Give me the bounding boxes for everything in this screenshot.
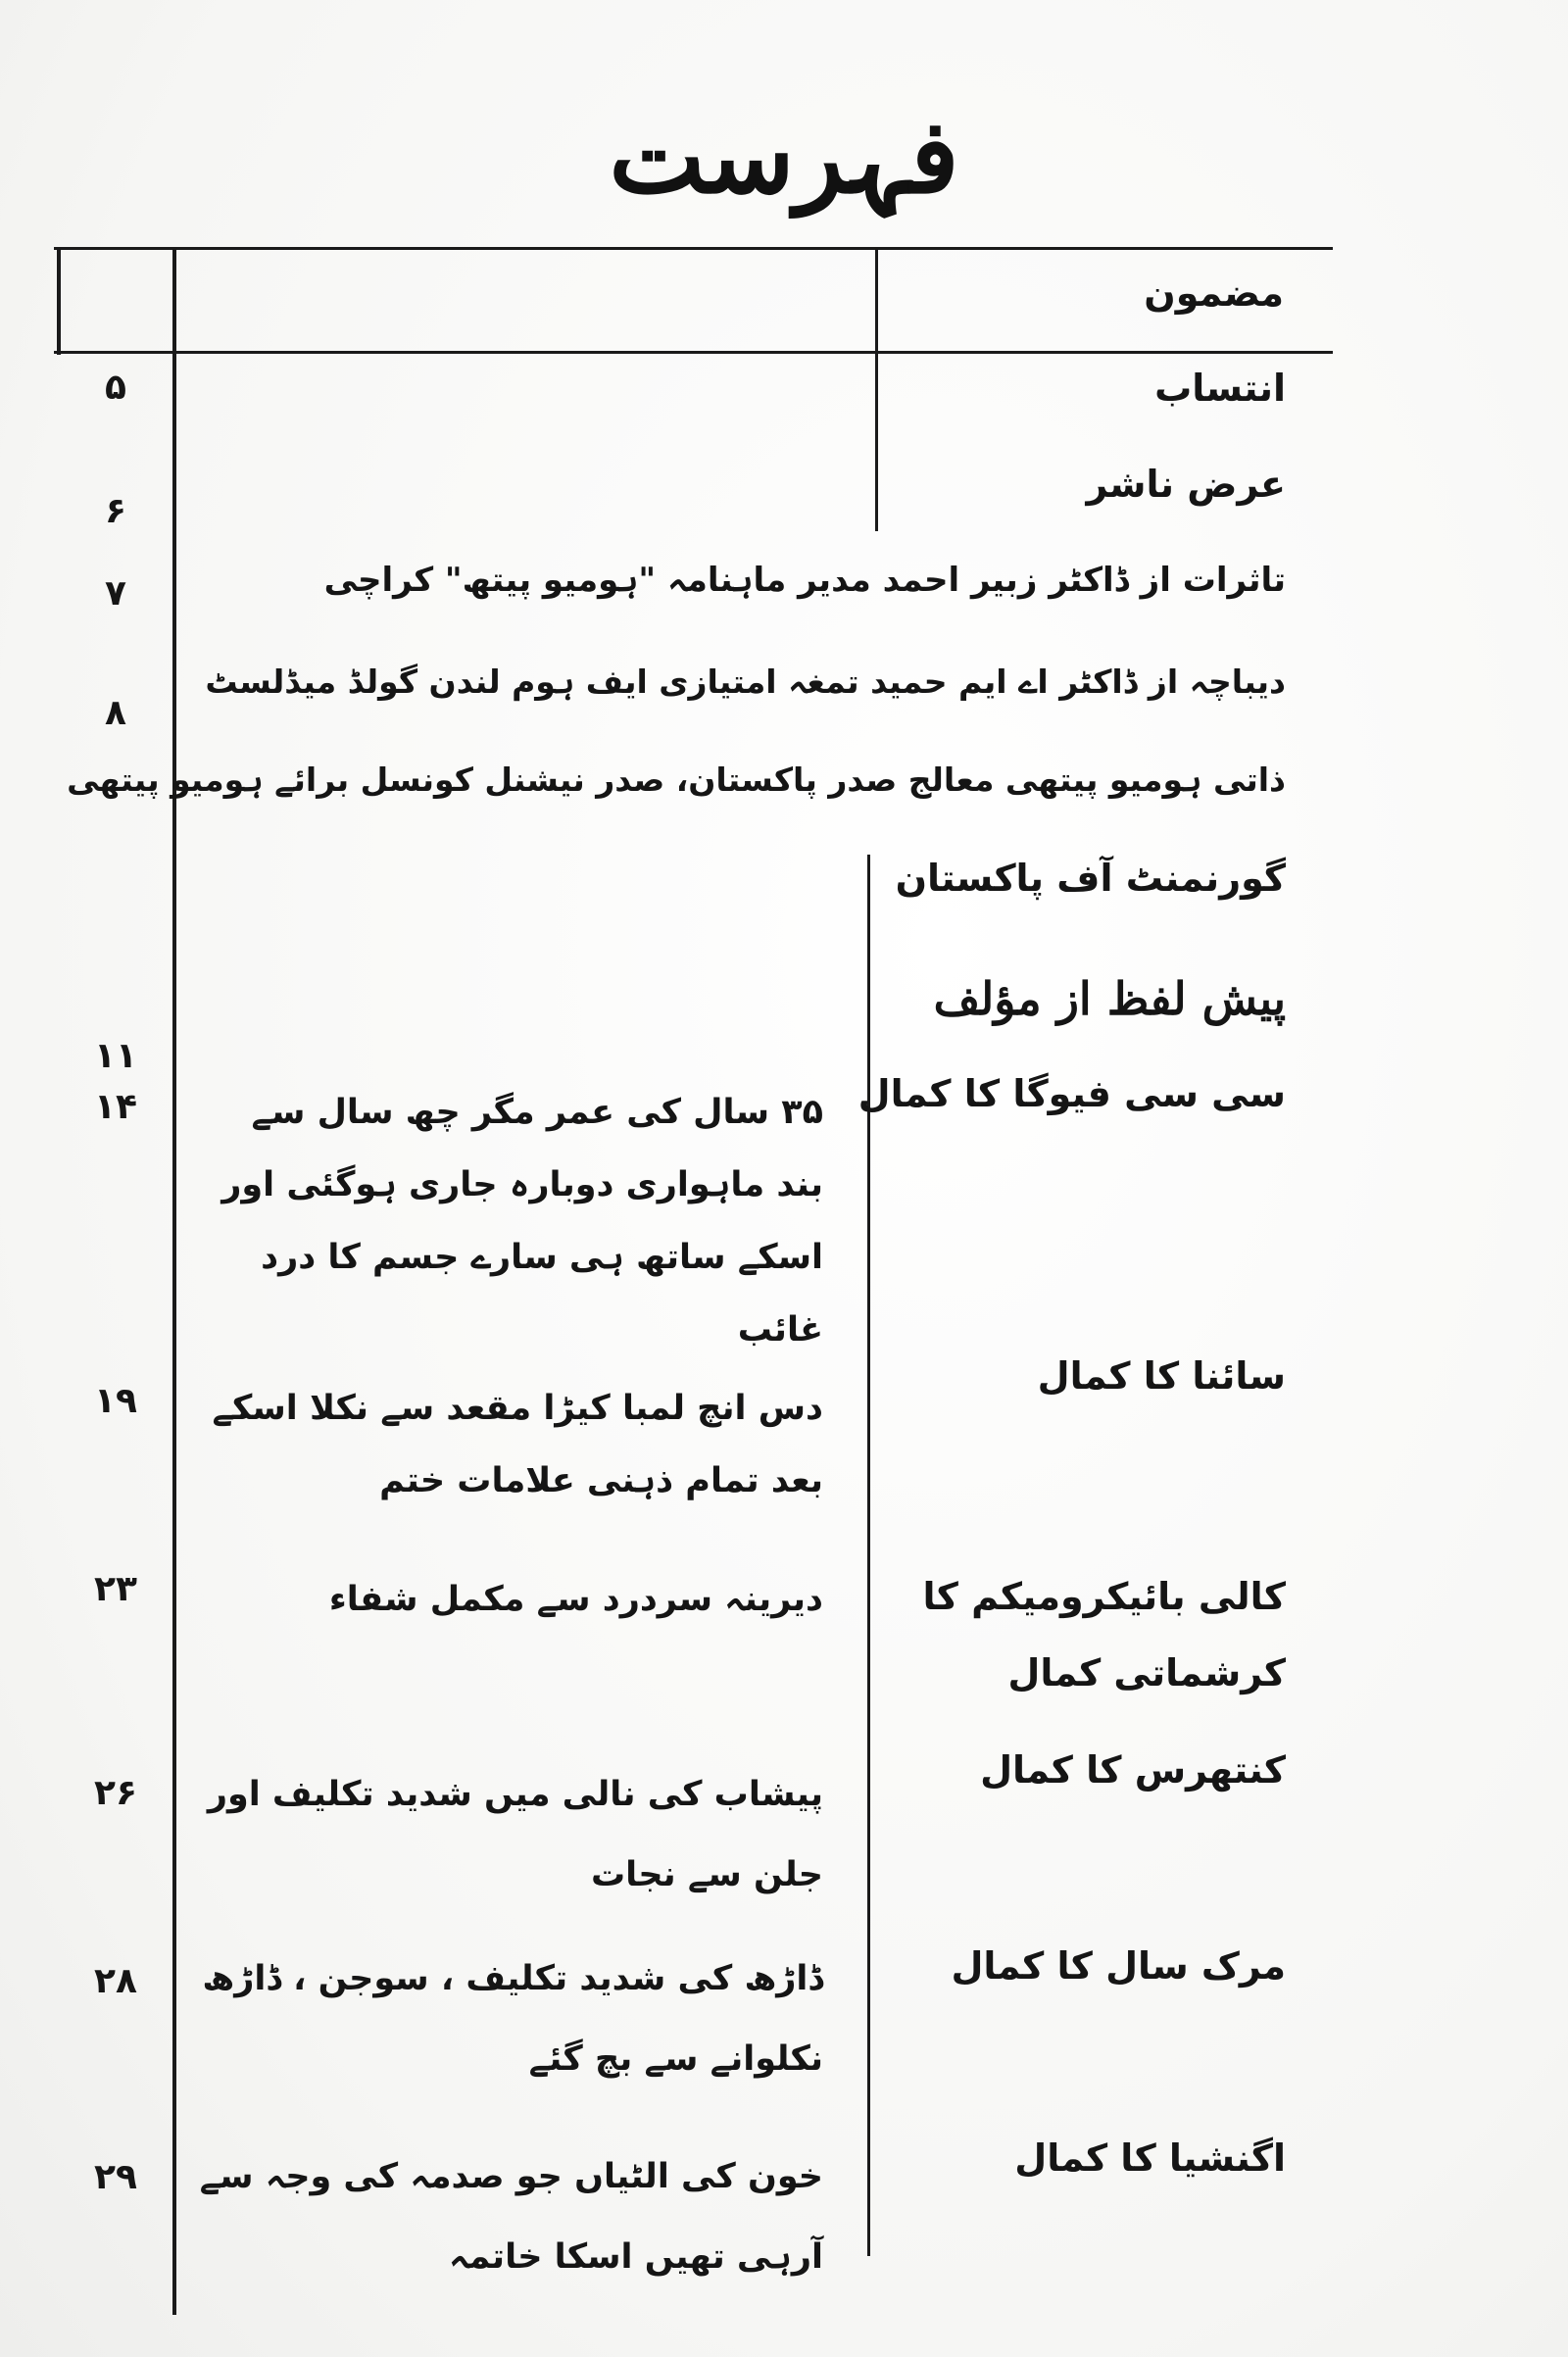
entry-description: دیرینہ سردرد سے مکمل شفاء (328, 1580, 823, 1619)
lower-middle-divider (867, 855, 870, 2256)
front-matter-item: تاثرات از ڈاکٹر زبیر احمد مدیر ماہنامہ "ہومیو پیتھ" کراچی (323, 561, 1286, 600)
column-header-topic: مضمون (1144, 271, 1284, 315)
entry-description: پیشاب کی نالی میں شدید تکلیف اور جلن سے نجات (207, 1775, 823, 1894)
page-number: ۲۸ (94, 1961, 137, 2001)
page-number: ۸ (105, 693, 126, 733)
table-left-border (57, 247, 61, 355)
entry-description: ۳۵ سال کی عمر مگر چھ سال سے بند ماہواری دوبارہ جاری ہوگئی اور اسکے ساتھ ہی سارے جسم کا درد غائب (221, 1093, 823, 1350)
entry-description: خون کی الٹیاں جو صدمہ کی وجہ سے آرہی تھیں اسکا خاتمہ (199, 2157, 823, 2277)
front-matter-item: ذاتی ہومیو پیتھی معالج صدر پاکستان، صدر نیشنل کونسل برائے ہومیو پیتھی (67, 761, 1286, 799)
remedy-title: سائنا کا کمال (1037, 1354, 1286, 1398)
page-number: ۵ (105, 368, 126, 408)
page-number: ۶ (105, 491, 126, 531)
remedy-title: مرک سال کا کمال (951, 1944, 1286, 1988)
page-title: فہرست (609, 96, 959, 217)
upper-middle-divider (875, 247, 878, 531)
page-number: ۲۹ (94, 2157, 137, 2197)
front-matter-item: عرض ناشر (1086, 463, 1286, 506)
front-matter-item: انتساب (1154, 367, 1286, 410)
page-number: ۱۹ (94, 1381, 137, 1421)
entry-description: ڈاڑھ کی شدید تکلیف ، سوجن ، ڈاڑھ نکلوانے سے بچ گئے (202, 1959, 823, 2079)
remedy-title: کنتھرس کا کمال (980, 1748, 1286, 1792)
table-top-rule (54, 247, 1333, 250)
remedy-title: سی سی فیوگا کا کمال (858, 1072, 1286, 1115)
page-number: ۲۶ (94, 1773, 137, 1813)
entry-description: دس انچ لمبا کیڑا مقعد سے نکلا اسکے بعد تمام ذہنی علامات ختم (212, 1389, 823, 1500)
page-number: ۱۴ (94, 1087, 137, 1127)
remedy-title: کالی بائیکرومیکم کا کرشماتی کمال (922, 1575, 1286, 1694)
page-number: ۷ (105, 573, 126, 614)
front-matter-item: گورنمنٹ آف پاکستان (895, 857, 1286, 900)
remedy-title: اگنشیا کا کمال (1014, 2136, 1286, 2180)
front-matter-item: دیباچہ از ڈاکٹر اے ایم حمید تمغہ امتیازی ایف ہوم لندن گولڈ میڈلسٹ (205, 663, 1286, 701)
section-heading: پیش لفظ از مؤلف (933, 972, 1286, 1025)
page-column-divider (172, 247, 176, 2315)
page-number: ۲۳ (94, 1569, 137, 1609)
table-header-rule (54, 351, 1333, 354)
page-number: ۱۱ (94, 1036, 137, 1076)
